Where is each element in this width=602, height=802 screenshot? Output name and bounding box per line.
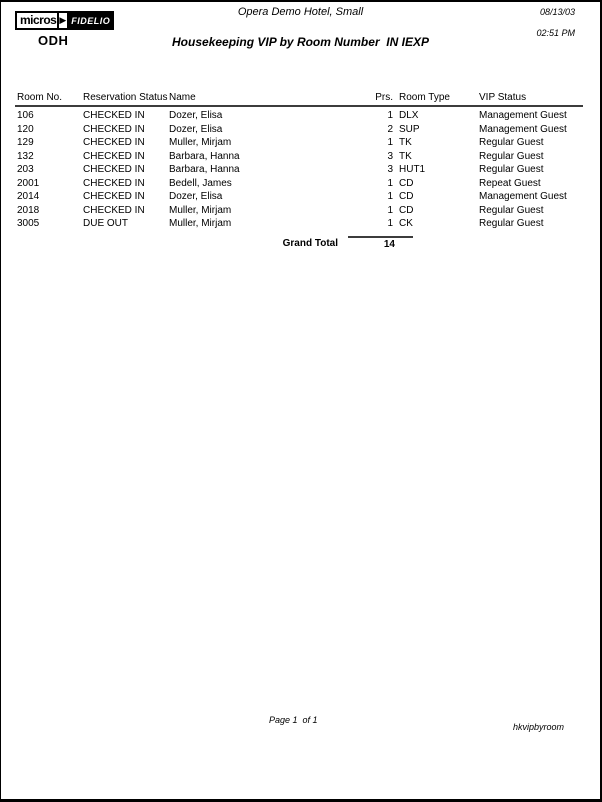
- col-header-reservation-status: Reservation Status: [83, 90, 169, 106]
- cell-vip-status: Regular Guest: [479, 137, 544, 148]
- cell-prs: 3: [387, 150, 393, 162]
- report-id-label: hkvipbyroom: [512, 722, 564, 732]
- cell-room-type: SUP: [399, 123, 420, 135]
- cell-prs: 2: [387, 123, 393, 135]
- cell-reservation-status: CHECKED IN: [83, 164, 145, 175]
- cell-name: Bedell, James: [169, 177, 232, 189]
- page-number-label: Page 1 of 1: [269, 715, 318, 725]
- cell-reservation-status: CHECKED IN: [83, 150, 145, 162]
- cell-name: Barbara, Hanna: [169, 164, 240, 175]
- cell-reservation-status: CHECKED IN: [83, 110, 145, 121]
- property-code: ODH: [38, 33, 69, 48]
- col-header-room-no: Room No.: [15, 90, 83, 106]
- cell-vip-status: Regular Guest: [479, 218, 544, 229]
- table-row: [15, 217, 583, 231]
- cell-reservation-status: CHECKED IN: [83, 204, 145, 216]
- table-row: [15, 190, 583, 204]
- cell-room-no: 129: [17, 137, 34, 148]
- table-header-row: [15, 90, 583, 106]
- cell-name: Dozer, Elisa: [169, 191, 223, 202]
- cell-vip-status: Management Guest: [479, 123, 567, 135]
- table-row: [15, 106, 583, 123]
- table-body: [15, 106, 583, 231]
- cell-vip-status: Management Guest: [479, 110, 567, 121]
- cell-reservation-status: CHECKED IN: [83, 123, 145, 135]
- cell-prs: 3: [387, 164, 393, 175]
- hotel-name: Opera Demo Hotel, Small: [237, 6, 364, 18]
- cell-room-type: TK: [399, 137, 412, 148]
- table-header: [15, 90, 583, 106]
- table-row: [15, 150, 583, 164]
- table-row: [15, 163, 583, 177]
- cell-name: Barbara, Hanna: [169, 150, 240, 162]
- table-row: [15, 136, 583, 150]
- report-date: 08/13/03: [539, 7, 575, 17]
- cell-room-no: 132: [17, 150, 34, 162]
- cell-prs: 1: [387, 177, 393, 189]
- cell-name: Muller, Mirjam: [169, 137, 232, 148]
- cell-name: Muller, Mirjam: [169, 204, 232, 216]
- cell-vip-status: Regular Guest: [479, 150, 544, 162]
- cell-prs: 1: [387, 137, 393, 148]
- grand-total-label: Grand Total: [282, 238, 338, 249]
- report-title: Housekeeping VIP by Room Number IN IEXP: [172, 35, 429, 49]
- cell-reservation-status: DUE OUT: [83, 218, 128, 229]
- grand-total-value: 14: [348, 236, 413, 250]
- cell-prs: 1: [387, 191, 393, 202]
- cell-room-no: 106: [17, 110, 34, 121]
- micros-logo-text: micros: [15, 11, 59, 30]
- arrow-right-icon: ▶: [59, 11, 67, 30]
- cell-room-type: TK: [399, 150, 412, 162]
- col-header-name: Name: [169, 90, 367, 106]
- col-header-vip-status: VIP Status: [479, 90, 583, 106]
- cell-name: Muller, Mirjam: [169, 218, 232, 229]
- cell-reservation-status: CHECKED IN: [83, 137, 145, 148]
- cell-room-type: DLX: [399, 110, 419, 121]
- cell-room-type: CD: [399, 177, 414, 189]
- cell-name: Dozer, Elisa: [169, 123, 223, 135]
- report-time: 02:51 PM: [536, 28, 575, 38]
- vip-room-table: [15, 90, 583, 231]
- cell-room-no: 2001: [17, 177, 40, 189]
- col-header-prs: Prs.: [367, 90, 393, 106]
- cell-room-no: 2014: [17, 191, 40, 202]
- cell-vip-status: Management Guest: [479, 191, 567, 202]
- cell-room-type: HUT1: [399, 164, 426, 175]
- cell-room-no: 203: [17, 164, 34, 175]
- table-row: [15, 204, 583, 218]
- table-row: [15, 123, 583, 137]
- cell-prs: 1: [387, 218, 393, 229]
- cell-room-type: CD: [399, 204, 414, 216]
- cell-vip-status: Regular Guest: [479, 204, 544, 216]
- cell-prs: 1: [387, 204, 393, 216]
- table-row: [15, 177, 583, 191]
- cell-name: Dozer, Elisa: [169, 110, 223, 121]
- cell-vip-status: Regular Guest: [479, 164, 544, 175]
- fidelio-logo-text: FIDELIO: [67, 11, 114, 30]
- cell-room-type: CK: [399, 218, 413, 229]
- cell-reservation-status: CHECKED IN: [83, 177, 145, 189]
- cell-room-no: 3005: [17, 218, 40, 229]
- cell-vip-status: Repeat Guest: [479, 177, 541, 189]
- cell-room-no: 2018: [17, 204, 40, 216]
- cell-reservation-status: CHECKED IN: [83, 191, 145, 202]
- cell-room-no: 120: [17, 123, 34, 135]
- cell-room-type: CD: [399, 191, 414, 202]
- cell-prs: 1: [387, 110, 393, 121]
- col-header-room-type: Room Type: [393, 90, 479, 106]
